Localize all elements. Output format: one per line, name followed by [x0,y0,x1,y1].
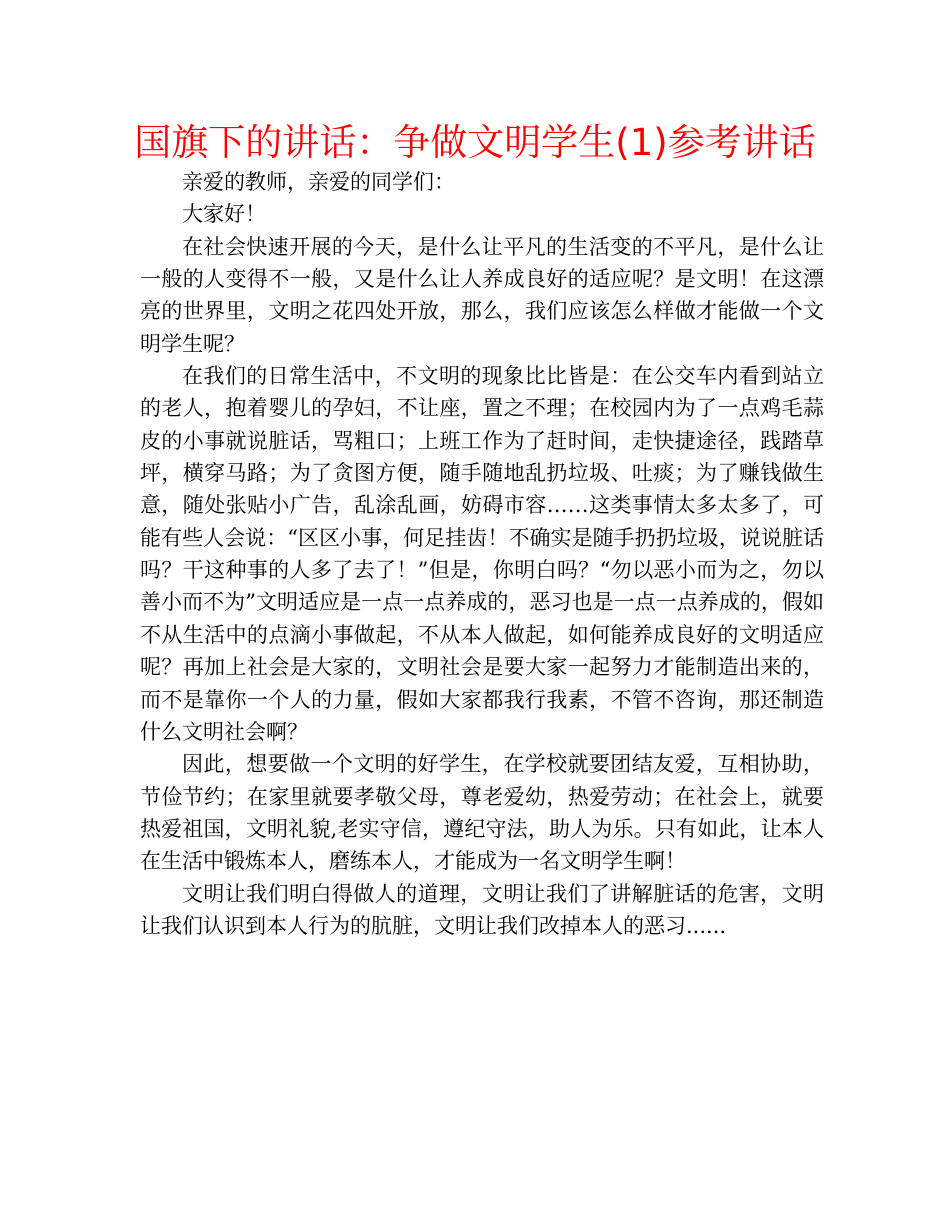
paragraph-conclusion: 文明让我们明白得做人的道理，文明让我们了讲解脏话的危害，文明让我们认识到本人行为的肮脏，文明让我们改掉本人的恶习...... [140,881,824,938]
paragraph-intro: 在社会快速开展的今天，是什么让平凡的生活变的不平凡，是什么让一般的人变得不一般，又是什么让人养成良好的适应呢？是文明！在这漂亮的世界里，文明之花四处开放，那么，我们应该怎么样做才能做一个文明学生呢？ [140,234,824,356]
paragraph-uncivil-behaviors: 在我们的日常生活中，不文明的现象比比皆是：在公交车内看到站立的老人，抱着婴儿的孕妇，不让座，置之不理；在校园内为了一点鸡毛蒜皮的小事就说脏话，骂粗口；上班工作为了赶时间，走快捷途径，践踏草坪，横穿马路；为了贪图方便，随手随地乱扔垃圾、吐痰；为了赚钱做生意，随处张贴小广告，乱涂乱画，妨碍市容……这类事情太多太多了，可能有些人会说：“区区小事，何足挂齿！不确实是随手扔扔垃圾，说说脏话吗？干这种事的人多了去了！”但是，你明白吗？“勿以恶小而为之，勿以善小而不为”文明适应是一点一点养成的，恶习也是一点一点养成的，假如不从生活中的点滴小事做起，不从本人做起，如何能养成良好的文明适应呢？再加上社会是大家的，文明社会是要大家一起努力才能制造出来的，而不是靠你一个人的力量，假如大家都我行我素，不管不咨询，那还制造什么文明社会啊？ [140,364,824,744]
paragraph-how-to-be-civil: 因此，想要做一个文明的好学生，在学校就要团结友爱，互相协助，节俭节约；在家里就要孝敬父母，尊老爱幼，热爱劳动；在社会上，就要热爱祖国，文明礼貌,老实守信，遵纪守法，助人为乐。只有如此，让本人在生活中锻炼本人，磨练本人，才能成为一名文明学生啊！ [140,752,824,874]
document-body [140,166,824,942]
paragraph-greeting: 亲爱的教师，亲爱的同学们： [182,170,455,194]
document-title: 国旗下的讲话：争做文明学生(1)参考讲话 [134,121,816,164]
paragraph-hello: 大家好！ [182,202,266,227]
